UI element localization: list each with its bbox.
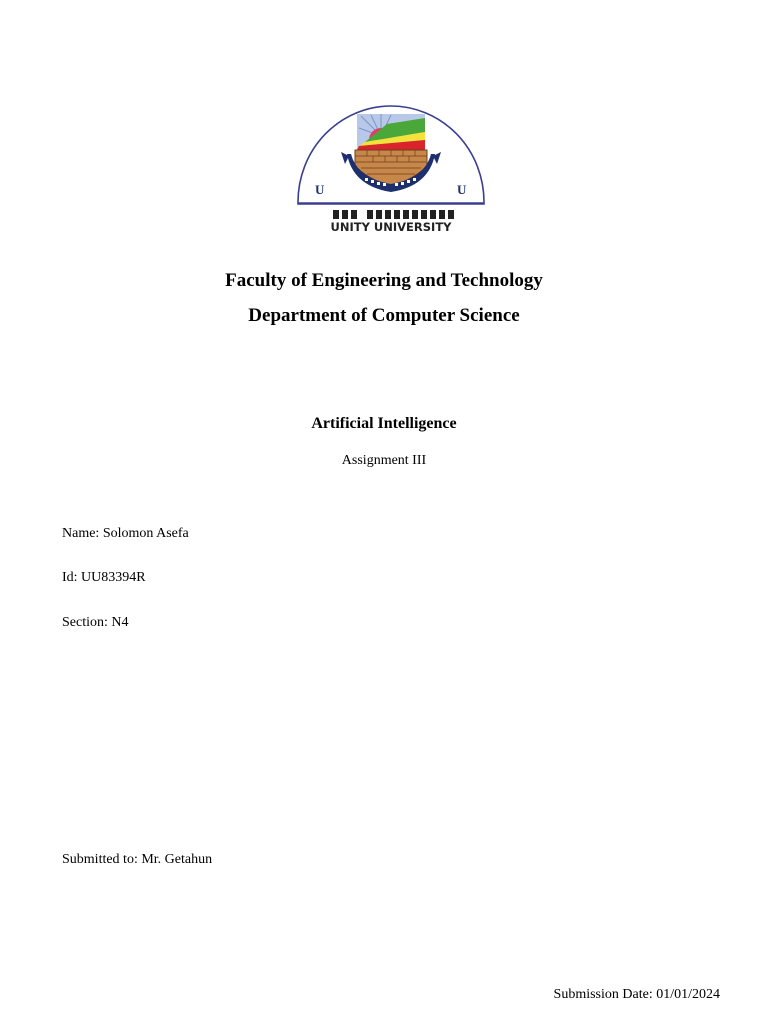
- submission-date: Submission Date: 01/01/2024: [553, 987, 720, 1002]
- department-title: Department of Computer Science: [248, 305, 520, 326]
- svg-text:U: U: [457, 182, 467, 197]
- student-id: Id: UU83394R: [62, 570, 146, 585]
- svg-text:UNITY UNIVERSITY: UNITY UNIVERSITY: [330, 220, 452, 234]
- student-section: Section: N4: [62, 615, 129, 630]
- assignment-title: Assignment III: [341, 453, 427, 468]
- university-logo: [295, 104, 487, 236]
- svg-text:U: U: [315, 182, 325, 197]
- submitted-to: Submitted to: Mr. Getahun: [62, 852, 213, 867]
- course-title: Artificial Intelligence: [311, 415, 457, 432]
- student-name: Name: Solomon Asefa: [62, 526, 189, 541]
- faculty-title: Faculty of Engineering and Technology: [225, 270, 543, 291]
